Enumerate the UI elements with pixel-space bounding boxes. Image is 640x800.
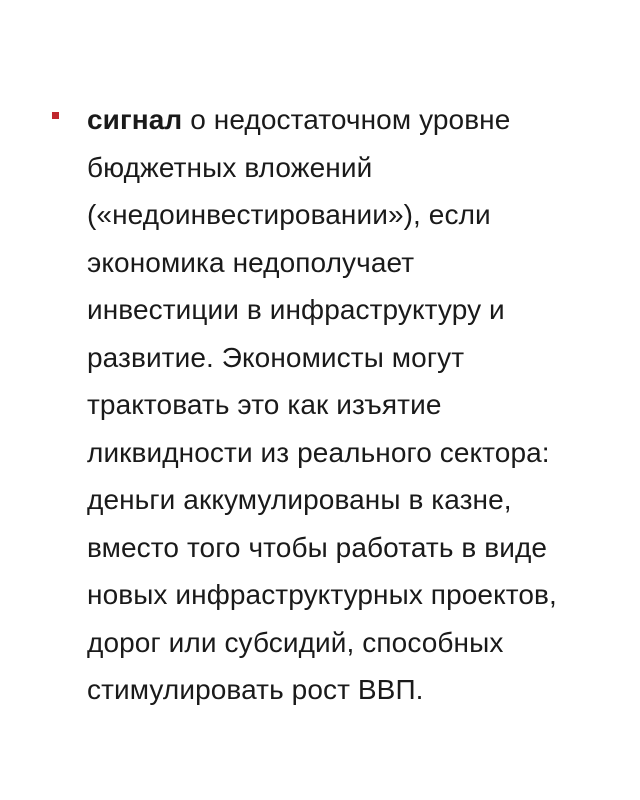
text-line: стимулировать рост ВВП.: [87, 674, 424, 705]
text-line: («недоинвестировании»), если: [87, 199, 491, 230]
text-line: бюджетных вложений: [87, 151, 373, 183]
text-line: трактовать это как изъятие: [87, 389, 442, 420]
emphasized-term: сигнал: [87, 104, 183, 135]
text-line: новых инфраструктурных проектов,: [87, 579, 557, 610]
text-line: дорог или субсидий, способных: [87, 626, 504, 658]
text-line: вместо того чтобы работать в виде: [87, 531, 548, 563]
text-line: развитие. Экономисты могут: [87, 341, 465, 373]
square-bullet-icon: [52, 112, 59, 119]
text-line: инвестиции в инфраструктуру и: [87, 294, 505, 325]
text-line: ликвидности из реального сектора:: [87, 436, 550, 468]
text-segment: о недостаточном уровне: [182, 104, 511, 135]
bullet-list-item: [52, 96, 612, 714]
text-line: деньги аккумулированы в казне,: [87, 484, 512, 515]
text-line: [87, 96, 612, 144]
bullet-paragraph: [87, 96, 612, 714]
text-line: экономика недополучает: [87, 246, 415, 278]
